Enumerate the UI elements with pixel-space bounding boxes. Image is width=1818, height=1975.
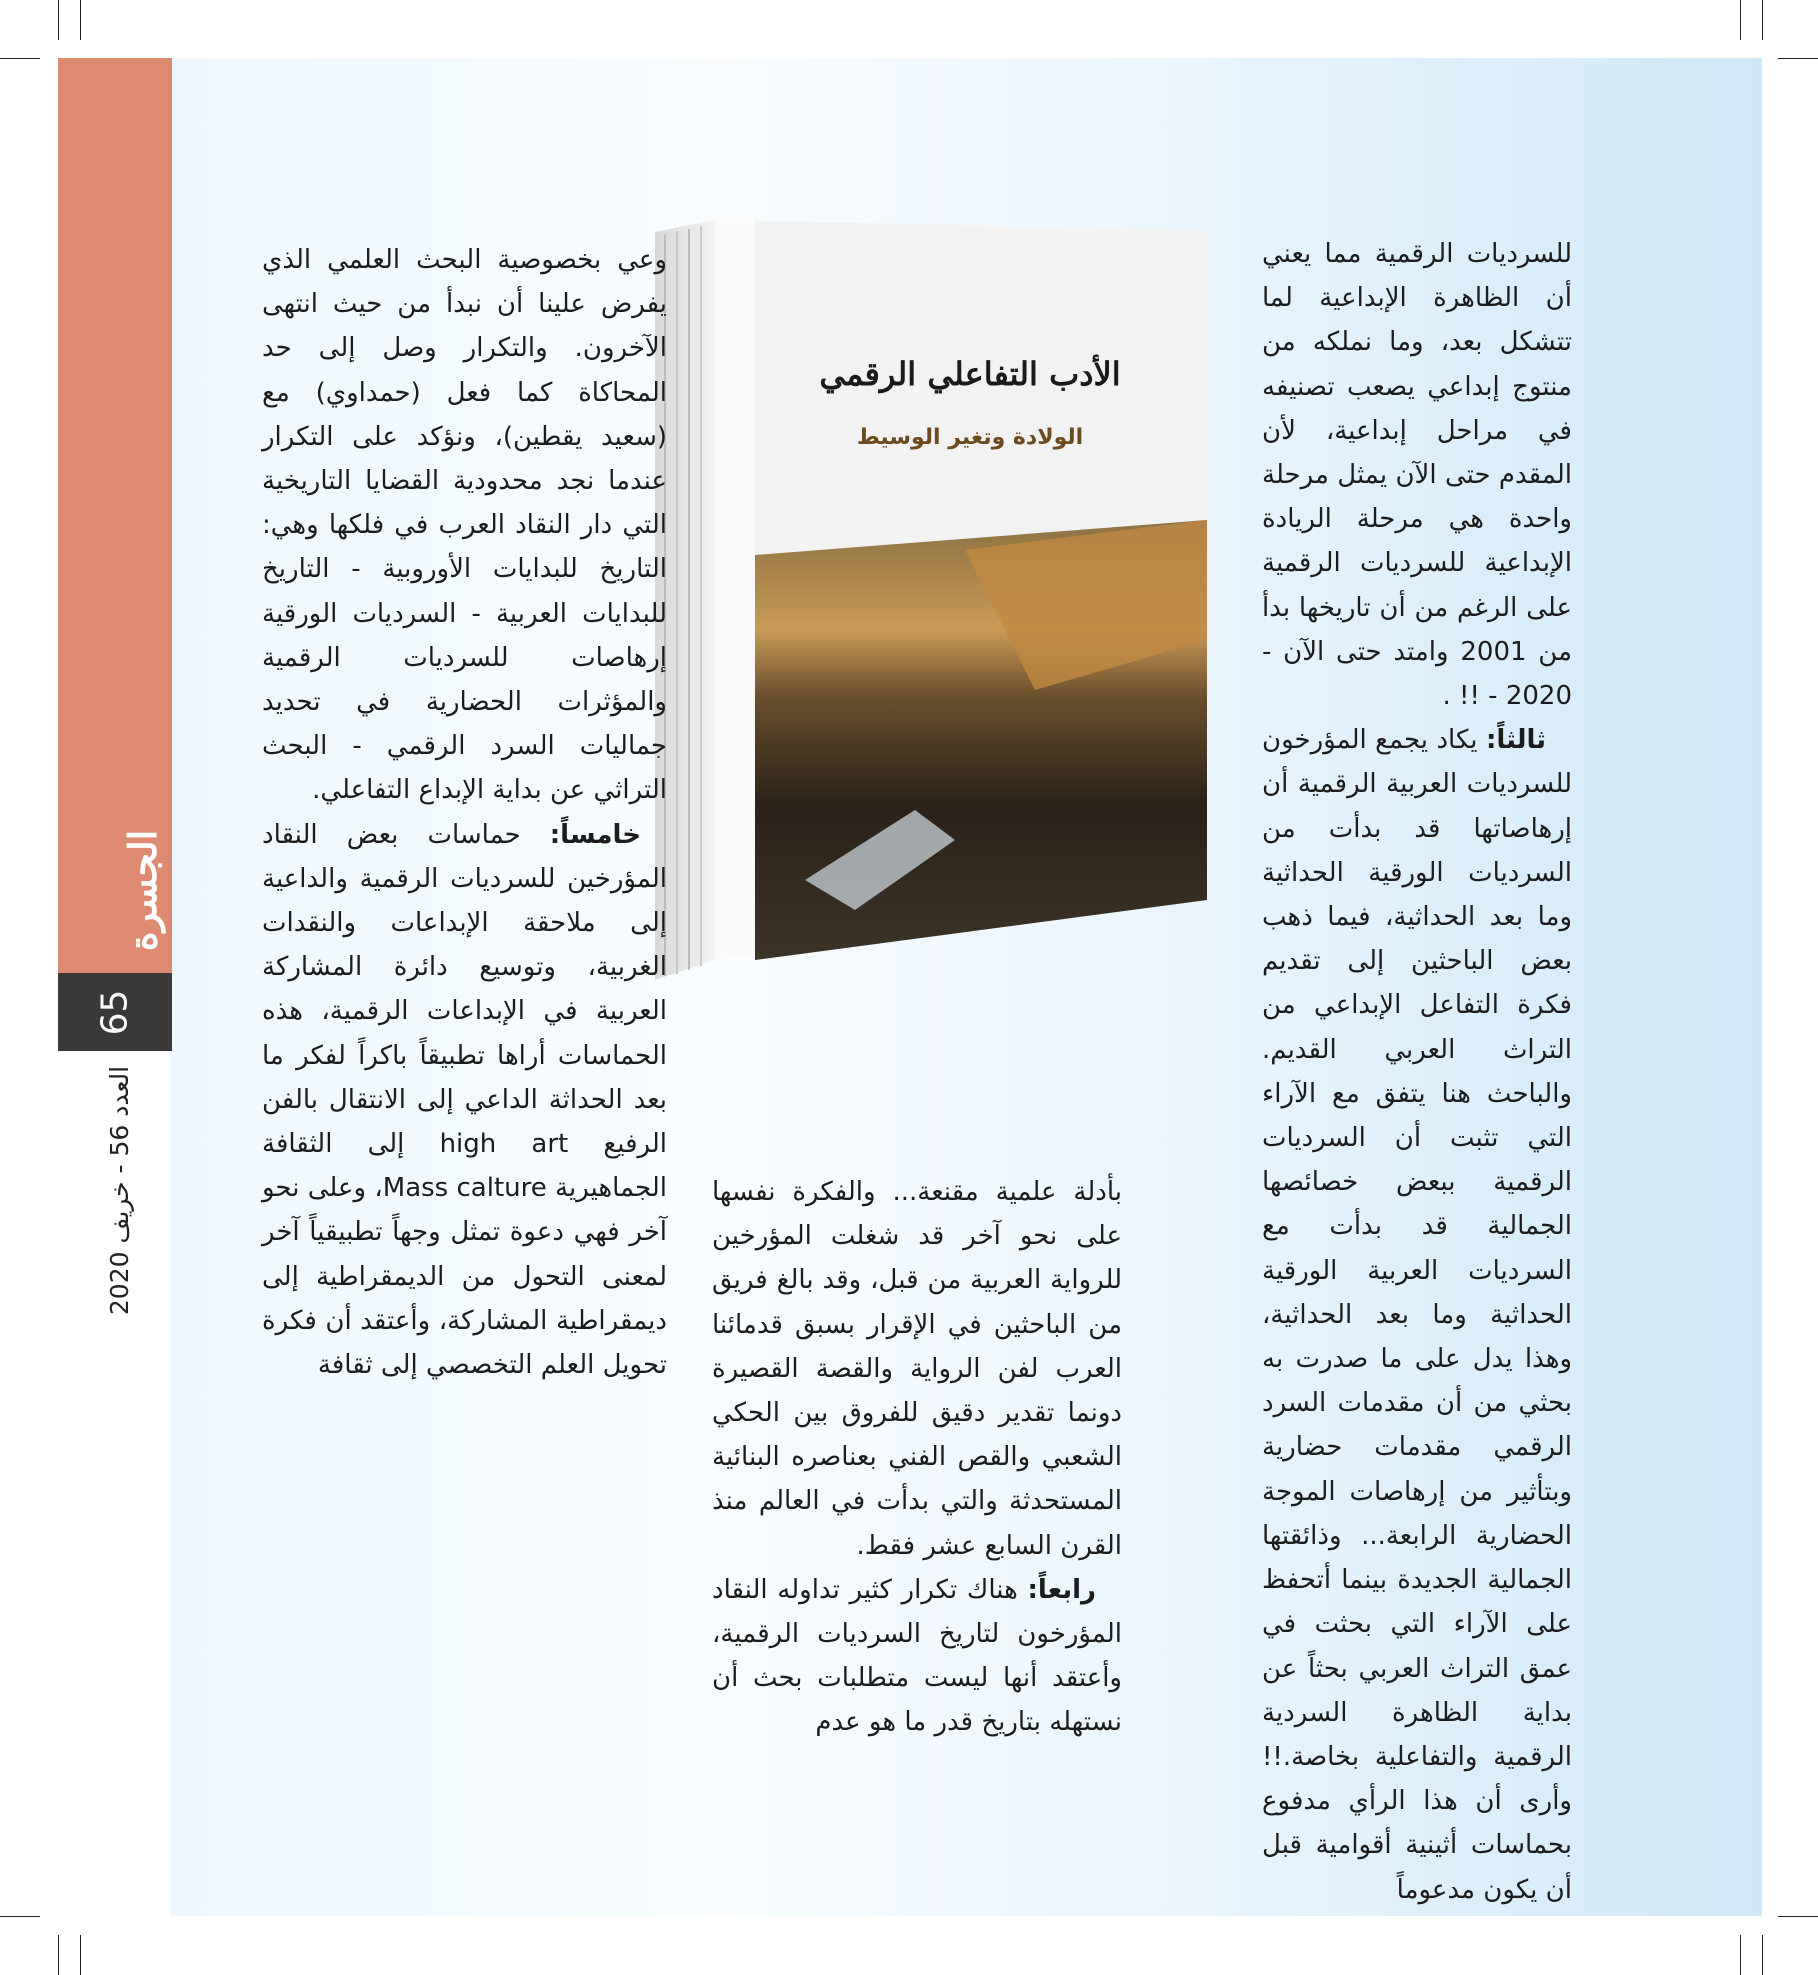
crop-mark bbox=[80, 0, 81, 40]
text-column-middle bbox=[712, 1170, 1122, 1745]
text-column-right bbox=[1262, 232, 1572, 1912]
crop-mark bbox=[1762, 1935, 1763, 1975]
crop-mark bbox=[80, 1935, 81, 1975]
crop-mark bbox=[1778, 1916, 1818, 1917]
page-number bbox=[58, 973, 172, 1051]
crop-mark bbox=[1740, 0, 1741, 40]
crop-mark bbox=[0, 1916, 40, 1917]
paragraph bbox=[1262, 718, 1572, 1911]
text-column-left bbox=[262, 238, 667, 1387]
book-title: الأدب التفاعلي الرقمي bbox=[819, 355, 1121, 393]
crop-mark bbox=[58, 0, 59, 40]
issue-info bbox=[60, 1065, 180, 1315]
issue-text: العدد 56 - خريف 2020 bbox=[105, 1065, 135, 1315]
paragraph: للسرديات الرقمية مما يعني أن الظاهرة الإبداعية لما تتشكل بعد، وما نملكه من منتوج إبداعي يصعب تصنيفه في مراحل إبداعية، لأن المقدم حتى الآن يمثل مرحلة واحدة هي مرحلة الريادة الإبداعية للسرديات الرقمية على الرغم من أن تاريخها بدأ من 2001 وامتد حتى الآن - 2020 - !! . bbox=[1262, 239, 1573, 712]
magazine-logo bbox=[108, 820, 178, 960]
paragraph bbox=[712, 1568, 1122, 1745]
paragraph-lead: رابعاً: bbox=[1027, 1574, 1096, 1605]
crop-mark bbox=[1762, 0, 1763, 40]
paragraph: بأدلة علمية مقنعة... والفكرة نفسها على نحو آخر قد شغلت المؤرخين للرواية العربية من قبل، وقد بالغ فريق من الباحثين في الإقرار بسبق قدمائنا العرب لفن الرواية والقصة القصيرة دونما تقدير دقيق للفروق بين الحكي الشعبي والقص الفني بعناصره البنائية المستحدثة والتي بدأت في العالم منذ القرن السابع عشر فقط. bbox=[712, 1177, 1122, 1561]
paragraph-body: حماسات بعض النقاد المؤرخين للسرديات الرقمية والداعية إلى ملاحقة الإبداعات والنقدات الغربية، وتوسيع دائرة المشاركة العربية في الإبداعات الرقمية، هذه الحماسات أراها تطبيقاً باكراً لفكر ما بعد الحداثة الداعي إلى الانتقال بالفن الرفيع high art إلى الثقافة الجماهيرية Mass calture، وعلى نحو آخر فهي دعوة تمثل وجهاً تطبيقياً آخر لمعنى التحول من الديمقراطية إلى ديمقراطية المشاركة، وأعتقد أن فكرة تحويل العلم التخصصي إلى ثقافة bbox=[262, 819, 668, 1381]
paragraph-lead: ثالثاً: bbox=[1485, 725, 1546, 756]
book-cover-image bbox=[655, 220, 1207, 1080]
paragraph-body: يكاد يجمع المؤرخون للسرديات العربية الرقمية أن إرهاصاتها قد بدأت من السرديات الورقية الحداثية وما بعد الحداثية، فيما ذهب بعض الباحثين إلى تقديم فكرة التفاعل الإبداعي من التراث العربي القديم. والباحث هنا يتفق مع الآراء التي تثبت أن السرديات الرقمية ببعض خصائصها الجمالية قد بدأت مع السرديات العربية الورقية الحداثية وما بعد الحداثية، وهذا يدل على ما صدرت به بحثي من أن مقدمات السرد الرقمي مقدمات حضارية وبتأثير من إرهاصات الموجة الحضارية الرابعة... وذائقتها الجمالية الجديدة بينما أتحفظ على الآراء التي بحثت في عمق التراث العربي بحثاً عن بداية الظاهرة السردية الرقمية والتفاعلية بخاصة.!! وأرى أن هذا الرأي مدفوع بحماسات أثينية أقوامية قبل أن يكون مدعوماً bbox=[1262, 725, 1572, 1905]
paragraph bbox=[262, 813, 667, 1388]
paragraph: وعي بخصوصية البحث العلمي الذي يفرض علينا أن نبدأ من حيث انتهى الآخرون. والتكرار وصل إلى حد المحاكاة كما فعل (حمداوي) مع (سعيد يقطين)، ونؤكد على التكرار عندما نجد محدودية القضايا التاريخية التي دار النقاد العرب في فلكها وهي: التاريخ للبدايات الأوروبية - التاريخ للبدايات العربية - السرديات الورقية إرهاصات للسرديات الرقمية والمؤثرات الحضارية في تحديد جماليات السرد الرقمي - البحث التراثي عن بداية الإبداع التفاعلي. bbox=[262, 245, 667, 806]
crop-mark bbox=[1778, 58, 1818, 59]
logo-text: الجسرة bbox=[120, 829, 166, 951]
crop-mark bbox=[0, 58, 40, 59]
page-number-text: 65 bbox=[94, 989, 136, 1035]
paragraph-body: هناك تكرار كثير تداوله النقاد المؤرخون لتاريخ السرديات الرقمية، وأعتقد أنها ليست متطلبات بحث أن نستهله بتاريخ قدر ما هو عدم bbox=[712, 1574, 1122, 1738]
crop-mark bbox=[1740, 1935, 1741, 1975]
book-subtitle: الولادة وتغير الوسيط bbox=[856, 425, 1084, 450]
crop-mark bbox=[58, 1935, 59, 1975]
paragraph-lead: خامساً: bbox=[549, 819, 641, 850]
